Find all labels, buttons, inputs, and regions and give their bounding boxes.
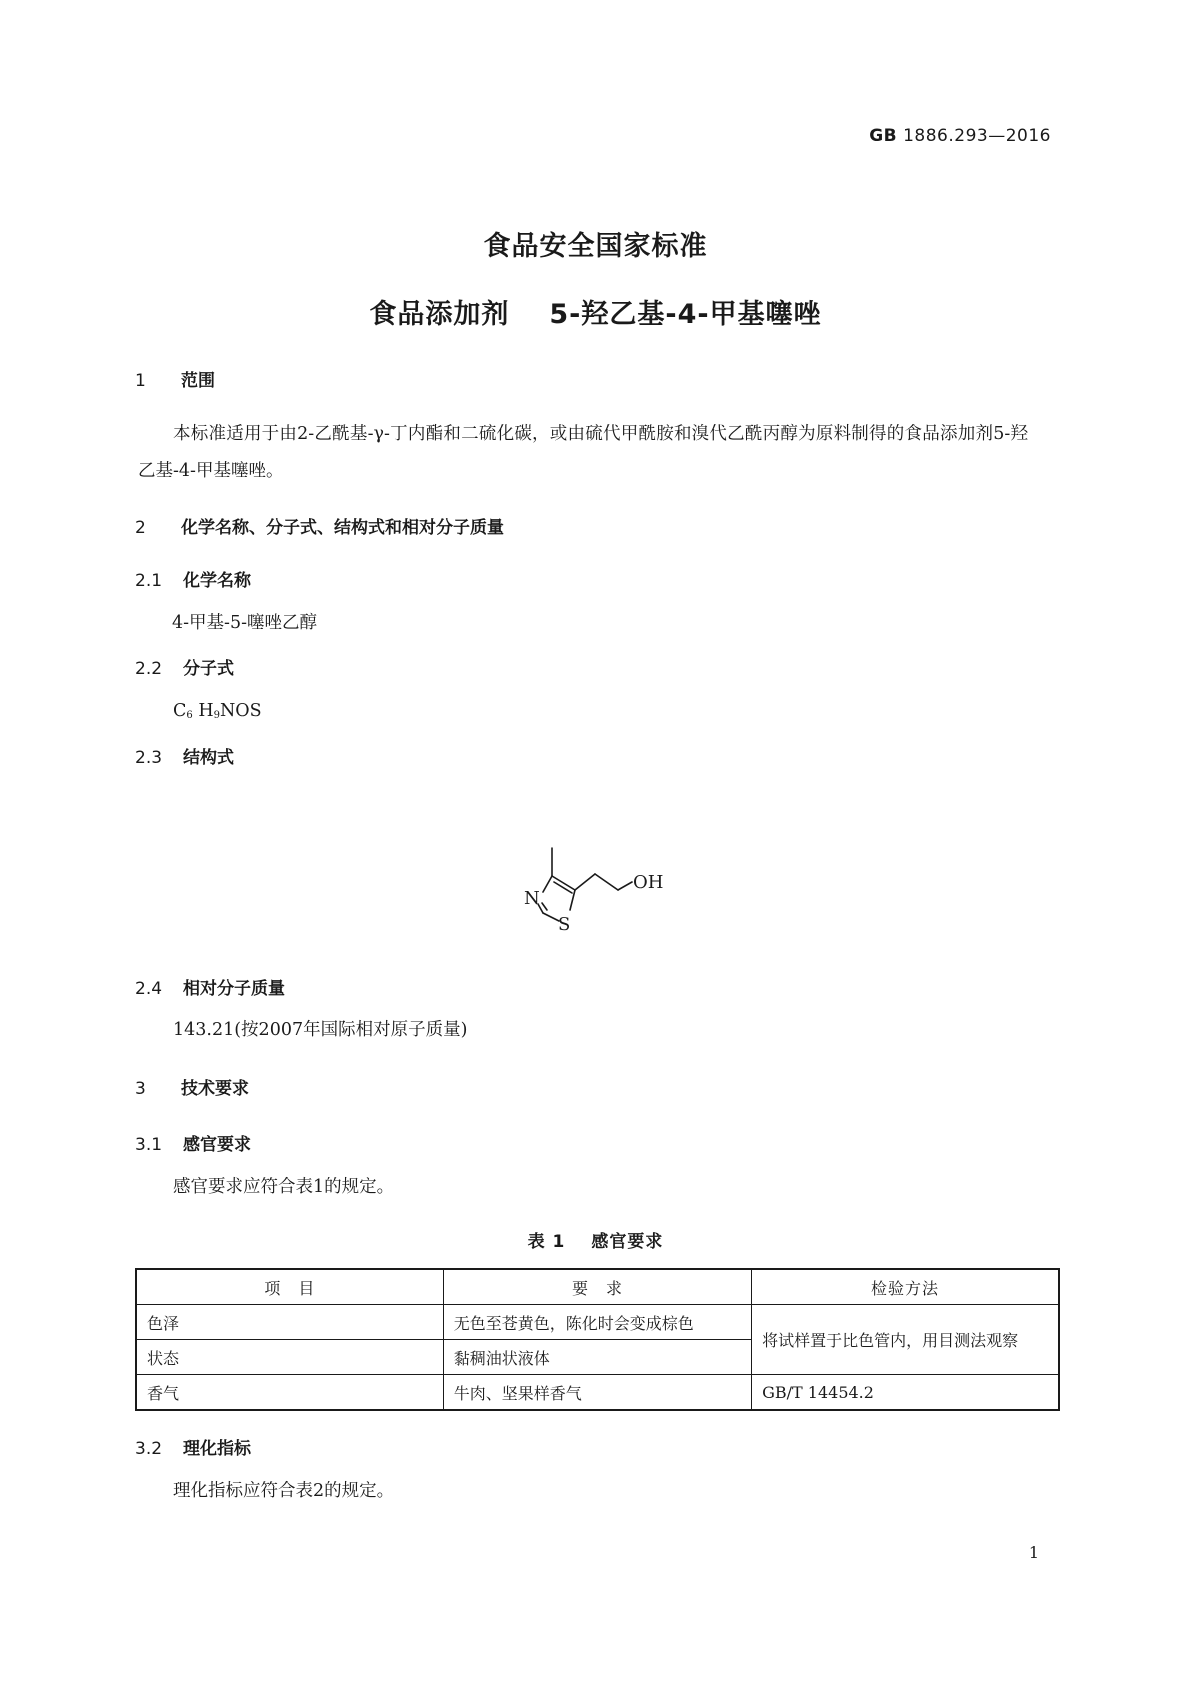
table-row	[136, 1305, 1059, 1340]
chain-bond-2	[595, 874, 618, 890]
ring-bond-n-c4	[543, 876, 552, 892]
table-row	[136, 1375, 1059, 1411]
section-2-heading	[135, 513, 504, 538]
section-3-1-heading	[135, 1130, 251, 1155]
section-title: 范围	[181, 371, 215, 391]
page-number: 1	[1028, 1543, 1039, 1562]
section-title: 结构式	[183, 748, 234, 768]
section-number: 2.4	[135, 979, 163, 999]
cell-requirement: 无色至苍黄色，陈化时会变成棕色	[443, 1305, 751, 1340]
sensory-requirements-table	[135, 1268, 1060, 1411]
column-header-requirement: 要 求	[443, 1269, 751, 1305]
chemical-name: 4-甲基-5-噻唑乙醇	[172, 613, 318, 633]
document-title: 食品安全国家标准	[483, 231, 708, 262]
section-3-heading	[135, 1074, 249, 1099]
sensory-requirements-note: 感官要求应符合表1的规定。	[173, 1177, 395, 1197]
ring-bond-s-c2	[543, 913, 559, 921]
section-title: 理化指标	[183, 1439, 251, 1459]
section-title: 相对分子质量	[183, 979, 285, 999]
section-2-4-heading	[135, 974, 285, 999]
cell-requirement: 牛肉、坚果样香气	[443, 1375, 751, 1411]
chain-bond-1	[575, 874, 595, 890]
section-2-3-heading	[135, 743, 234, 768]
section-title: 感官要求	[183, 1135, 251, 1155]
cell-item: 状态	[136, 1340, 443, 1375]
subtitle-part-2: 5-羟乙基-4-甲基噻唑	[549, 299, 822, 330]
ring-double-bond-c2-n	[542, 903, 547, 910]
molecular-formula: $C_6$ $H_9NOS$	[173, 701, 262, 721]
section-number: 2.1	[135, 571, 163, 591]
chain-bond-3	[618, 882, 632, 890]
section-number: 3	[135, 1079, 146, 1099]
cell-method-merged: 将试样置于比色管内，用目测法观察	[752, 1305, 1059, 1375]
section-number: 3.2	[135, 1439, 163, 1459]
cell-method: GB/T 14454.2	[752, 1375, 1059, 1411]
section-3-2-heading	[135, 1434, 251, 1459]
table-header-row	[136, 1269, 1059, 1305]
section-1-heading	[135, 366, 215, 391]
section-title: 技术要求	[181, 1079, 249, 1099]
section-title: 化学名称、分子式、结构式和相对分子质量	[181, 518, 504, 538]
table-1-caption	[0, 1227, 1191, 1252]
standard-number: 1886.293—2016	[903, 126, 1051, 146]
cell-item: 香气	[136, 1375, 443, 1411]
column-header-item: 项 目	[136, 1269, 443, 1305]
section-2-2-heading	[135, 654, 234, 679]
cell-requirement: 黏稠油状液体	[443, 1340, 751, 1375]
section-number: 2	[135, 518, 146, 538]
standard-prefix: GB	[869, 126, 898, 146]
section-2-1-heading	[135, 566, 251, 591]
table-caption-title: 感官要求	[591, 1232, 664, 1252]
column-header-method: 检验方法	[752, 1269, 1059, 1305]
table-caption-number: 表 1	[527, 1232, 566, 1252]
atom-n: N	[524, 888, 540, 909]
section-title: 分子式	[183, 659, 234, 679]
section-number: 2.2	[135, 659, 163, 679]
cell-item: 色泽	[136, 1305, 443, 1340]
section-1-body: 本标准适用于由2-乙酰基-γ-丁内酯和二硫化碳，或由硫代甲酰胺和溴代乙酰丙醇为原料制得的食品添加剂5-羟乙基-4-甲基噻唑。	[138, 424, 1028, 481]
document-subtitle	[0, 292, 1191, 331]
section-number: 3.1	[135, 1135, 163, 1155]
section-title: 化学名称	[183, 571, 251, 591]
section-number: 2.3	[135, 748, 163, 768]
subtitle-part-1: 食品添加剂	[369, 299, 510, 330]
ring-double-bond-c4-c5	[554, 882, 572, 893]
atom-oh: OH	[633, 872, 664, 893]
atom-s: S	[558, 914, 571, 935]
molecular-mass: 143.21(按2007年国际相对原子质量)	[173, 1020, 468, 1040]
physicochemical-note: 理化指标应符合表2的规定。	[173, 1481, 395, 1501]
section-number: 1	[135, 371, 146, 391]
structural-formula-diagram	[510, 830, 690, 940]
standard-code	[869, 126, 1051, 146]
